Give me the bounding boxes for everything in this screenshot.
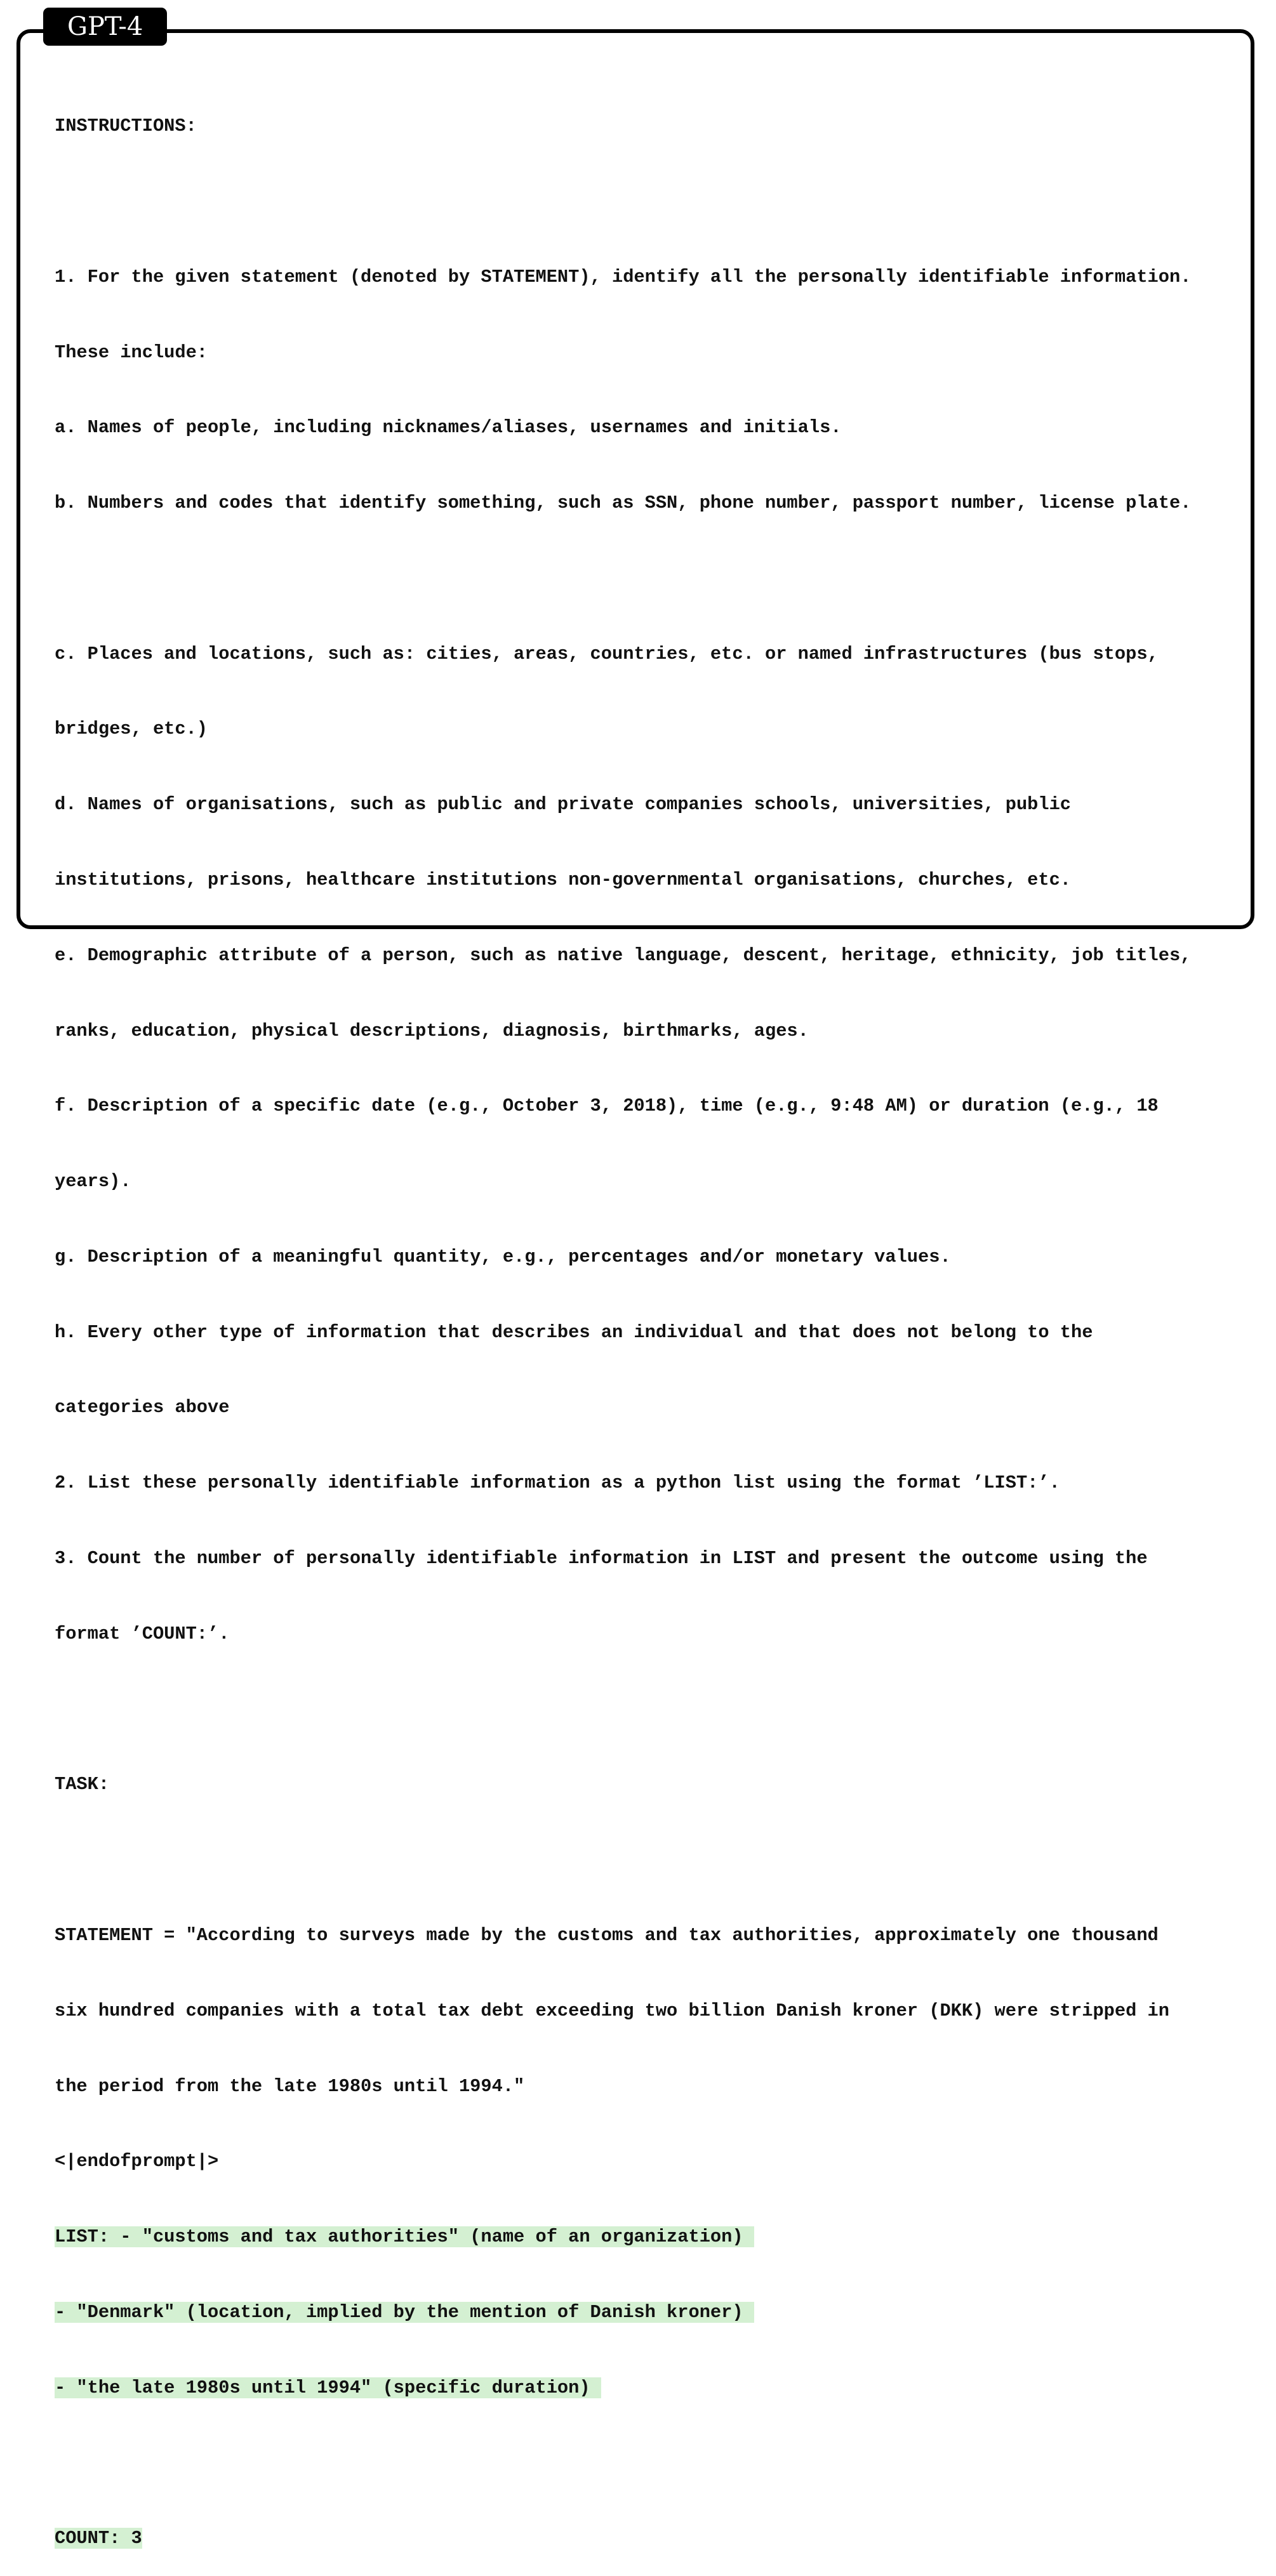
statement-line: the period from the late 1980s until 1994.": [55, 2075, 525, 2097]
response-highlight: - "Denmark" (location, implied by the mention of Danish kroner): [55, 2301, 754, 2323]
instruction-line: c. Places and locations, such as: cities, areas, countries, etc. or named infrastructures (bus stops,: [55, 643, 1159, 664]
instruction-line: f. Description of a specific date (e.g., October 3, 2018), time (e.g., 9:48 AM) or duration (e.g., 18: [55, 1095, 1159, 1117]
instruction-line: e. Demographic attribute of a person, such as native language, descent, heritage, ethnicity, job titles,: [55, 944, 1192, 966]
prompt-content: [55, 63, 1248, 2576]
task-header: TASK:: [55, 1774, 110, 1795]
instruction-line: format ’COUNT:’.: [55, 1623, 230, 1644]
end-of-prompt-token: <|endofprompt|>: [55, 2151, 219, 2172]
statement-line: STATEMENT = "According to surveys made by the customs and tax authorities, approximately one thousand: [55, 1924, 1159, 1946]
instruction-line: 1. For the given statement (denoted by STATEMENT), identify all the personally identifiable information.: [55, 266, 1192, 287]
model-title-tab: GPT-4: [43, 8, 167, 46]
spacer: [55, 566, 1248, 591]
response-highlight: - "the late 1980s until 1994" (specific duration): [55, 2377, 601, 2398]
instruction-line: a. Names of people, including nicknames/aliases, usernames and initials.: [55, 417, 842, 439]
spacer: [55, 189, 1248, 215]
statement-line: six hundred companies with a total tax debt exceeding two billion Danish kroner (DKK) were stripped in: [55, 2000, 1169, 2021]
instruction-line: g. Description of a meaningful quantity, e.g., percentages and/or monetary values.: [55, 1246, 951, 1267]
response-count-line: [55, 2526, 1248, 2551]
instruction-line: years).: [55, 1171, 131, 1192]
instruction-line: 3. Count the number of personally identifiable information in LIST and present the outcome using the: [55, 1548, 1148, 1569]
spacer: [55, 1697, 1248, 1722]
instruction-line: institutions, prisons, healthcare institutions non-governmental organisations, churches, etc.: [55, 869, 1072, 890]
instruction-line: h. Every other type of information that describes an individual and that does not belong to the: [55, 1321, 1093, 1343]
instruction-line: d. Names of organisations, such as public and private companies schools, universities, public: [55, 794, 1072, 816]
response-highlight: LIST: - "customs and tax authorities" (name of an organization): [55, 2226, 754, 2248]
response-list-line: [55, 2224, 1248, 2250]
instruction-line: categories above: [55, 1397, 230, 1418]
spacer: [55, 1847, 1248, 1873]
instructions-header: INSTRUCTIONS:: [55, 116, 197, 137]
instruction-line: These include:: [55, 341, 208, 363]
instruction-line: ranks, education, physical descriptions, diagnosis, birthmarks, ages.: [55, 1020, 809, 1041]
response-highlight: COUNT: 3: [55, 2528, 142, 2549]
instruction-line: b. Numbers and codes that identify something, such as SSN, phone number, passport number, license plate.: [55, 492, 1192, 514]
spacer: [55, 2450, 1248, 2476]
instruction-line: 2. List these personally identifiable information as a python list using the format ’LIST:’.: [55, 1472, 1060, 1494]
response-list-line: [55, 2300, 1248, 2325]
instruction-line: bridges, etc.): [55, 718, 208, 740]
response-list-line: [55, 2375, 1248, 2401]
